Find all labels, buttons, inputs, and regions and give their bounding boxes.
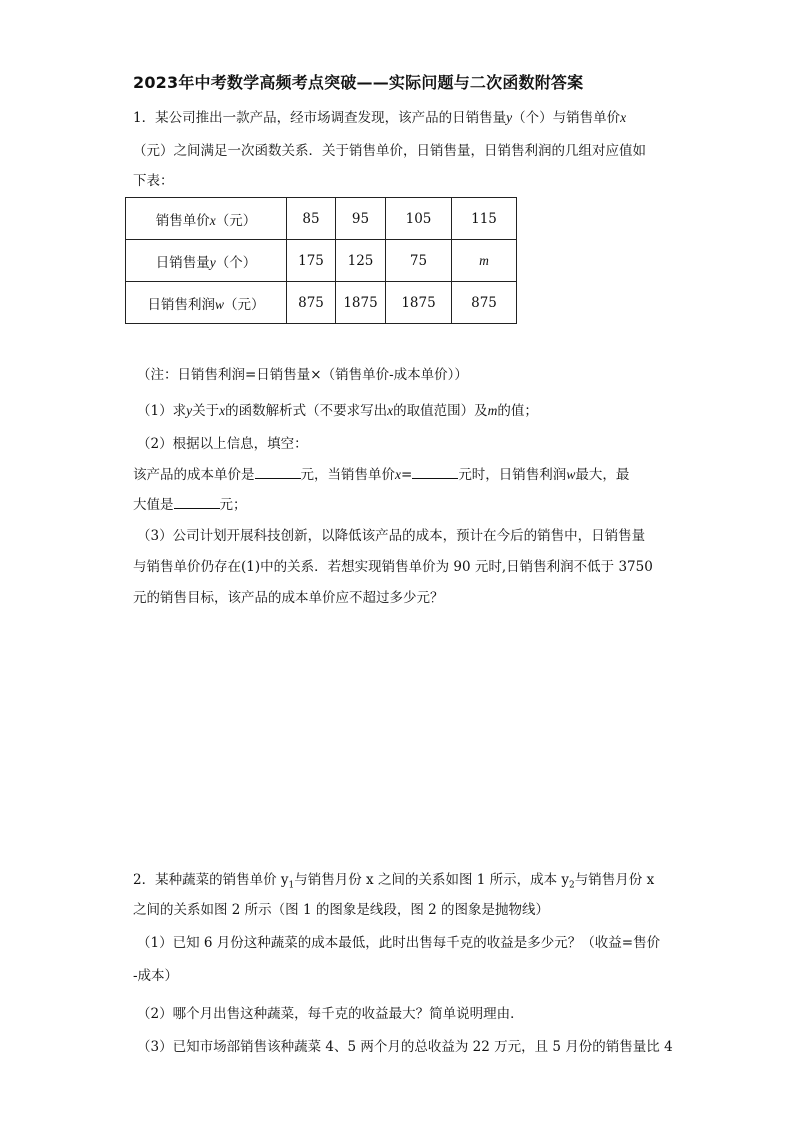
table-cell: 105 [386,198,452,240]
table-cell: 125 [336,240,386,282]
q1-line-2: （元）之间满足一次函数关系．关于销售单价，日销售量，日销售利润的几组对应值如 [133,143,646,159]
var-x: x [620,110,627,125]
q1-note: （注：日销售利润=日销售量×（销售单价-成本单价）） [137,367,468,383]
q1-text: （个）与销售单价 [512,110,621,126]
table-cell: 1875 [336,282,386,324]
table-cell: 85 [287,198,336,240]
table-cell: 175 [287,240,336,282]
q2-part-1-line-2: -成本） [133,968,179,984]
table-row [126,282,517,324]
q1-line-3: 下表： [133,173,174,189]
var-y: y [506,110,513,125]
row-header: 日销售量y（个） [126,240,287,282]
q2-part-3: （3）已知市场部销售该种蔬菜 4、5 两个月的总收益为 22 万元，且 5 月份的销售量比 4 [137,1039,673,1055]
q1-part-3-line-2: 与销售单价仍存在(1)中的关系．若想实现销售单价为 90 元时,日销售利润不低于 3750 [133,559,653,575]
table-cell: 75 [386,240,452,282]
q2-line-2: 之间的关系如图 2 所示（图 1 的图象是线段，图 2 的图象是抛物线） [133,902,550,918]
answer-blank[interactable] [174,494,220,509]
answer-blank[interactable] [412,464,458,479]
answer-blank[interactable] [255,464,301,479]
document-title: 2023年中考数学高频考点突破——实际问题与二次函数附答案 [133,73,584,92]
row-header: 销售单价x（元） [126,198,287,240]
q1-text: 1．某公司推出一款产品，经市场调查发现，该产品的日销售量 [133,110,507,126]
table-cell: 95 [336,198,386,240]
table-cell: 115 [452,198,517,240]
row-header: 日销售利润w（元） [126,282,287,324]
q2-part-1-line-1: （1）已知 6 月份这种蔬菜的成本最低，此时出售每千克的收益是多少元？（收益=售价 [137,935,661,951]
value-table [125,197,517,324]
q1-part-2-line-2: 大值是 元； [133,494,247,515]
q1-part-3-line-3: 元的销售目标，该产品的成本单价应不超过多少元？ [133,590,444,606]
q2-line-1: 2．某种蔬菜的销售单价 $y_1$与销售月份 x 之间的关系如图 1 所示，成本 $y_2$与销售月份 x [133,872,655,891]
table-cell: 1875 [386,282,452,324]
table-cell: 875 [452,282,517,324]
q1-line-1 [133,108,626,128]
table-row [126,198,517,240]
table-row [126,240,517,282]
q1-part-1: （1）求y关于x的函数解析式（不要求写出x的取值范围）及m的值； [137,403,538,419]
q1-part-3-line-1: （3）公司计划开展科技创新，以降低该产品的成本，预计在今后的销售中，日销售量 [137,528,646,544]
table-cell: m [452,240,517,282]
table-cell: 875 [287,282,336,324]
q1-part-2: （2）根据以上信息，填空： [137,436,308,452]
q1-part-2-line-1: 该产品的成本单价是 元，当销售单价x= 元时，日销售利润w最大，最 [133,464,629,485]
q2-part-2: （2）哪个月出售这种蔬菜，每千克的收益最大？简单说明理由． [137,1006,524,1022]
